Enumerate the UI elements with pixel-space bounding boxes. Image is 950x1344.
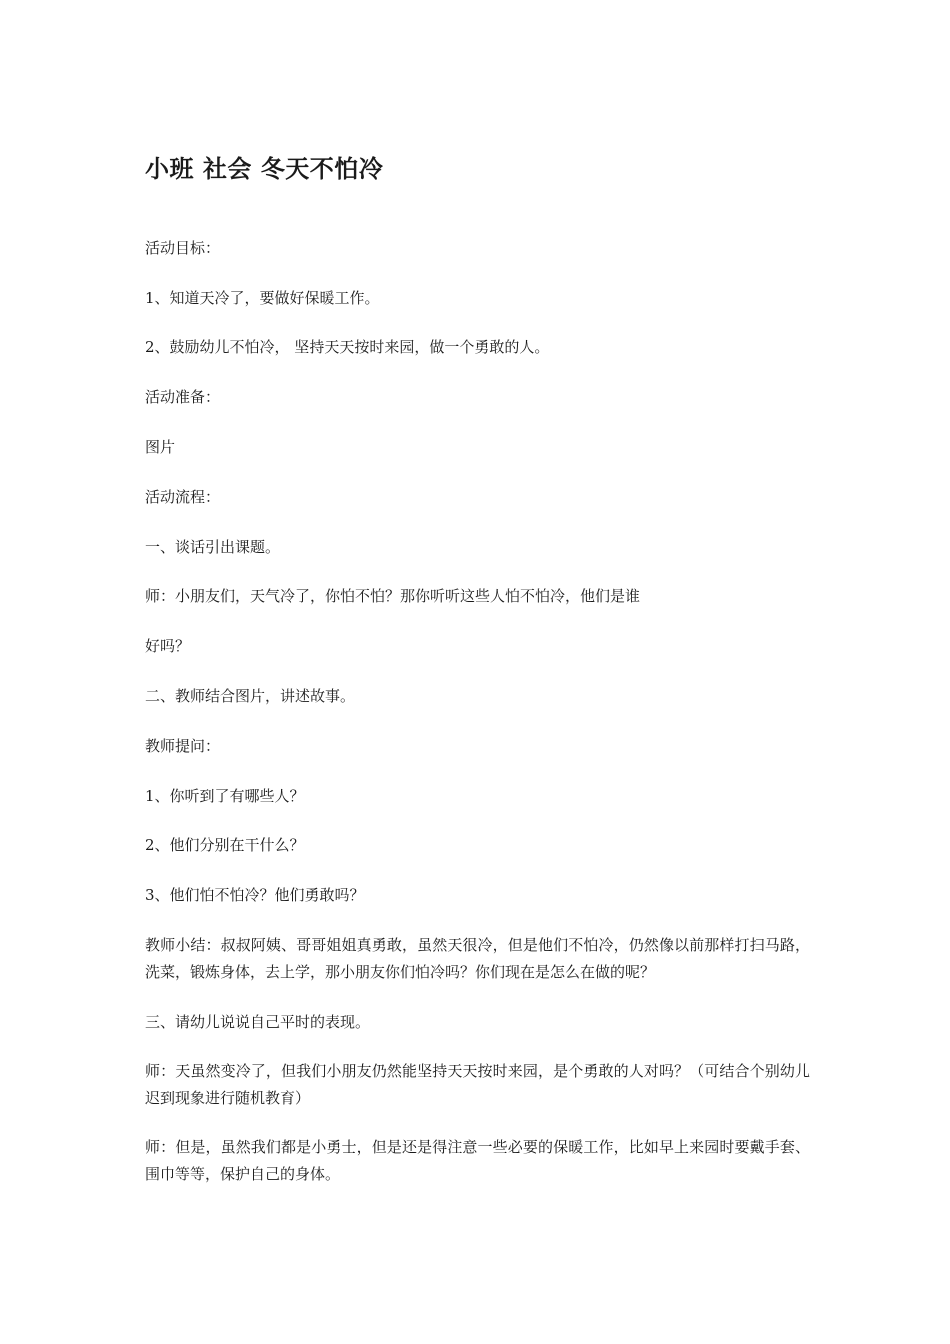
process-step-1: 一、谈话引出课题。: [145, 538, 281, 556]
process-step-3: 三、请幼儿说说自己平时的表现。: [145, 1013, 371, 1031]
question-1: 1、你听到了有哪些人？: [145, 787, 305, 805]
section-heading-process: 活动流程：: [145, 488, 221, 506]
teacher-line-2: 师：天虽然变冷了，但我们小朋友仍然能坚持天天按时来园，是个勇敢的人对吗？（可结合个别幼儿迟到现象进行随机教育）: [145, 1062, 810, 1107]
teacher-summary: 教师小结：叔叔阿姨、哥哥姐姐真勇敢，虽然天很冷，但是他们不怕冷，仍然像以前那样打扫马路，洗菜，锻炼身体，去上学，那小朋友你们怕冷吗？你们现在是怎么在做的呢？: [145, 936, 810, 981]
document-title: 小班 社会 冬天不怕冷: [145, 154, 384, 183]
goal-item-2: 2、鼓励幼儿不怕冷， 坚持天天按时来园，做一个勇敢的人。: [145, 338, 550, 356]
teacher-questions-heading: 教师提问：: [145, 737, 221, 755]
teacher-line-3: 师：但是，虽然我们都是小勇士，但是还是得注意一些必要的保暖工作，比如早上来园时要戴手套、围巾等等，保护自己的身体。: [145, 1138, 810, 1183]
goal-item-1: 1、知道天冷了，要做好保暖工作。: [145, 289, 380, 307]
process-step-2: 二、教师结合图片，讲述故事。: [145, 687, 356, 705]
section-heading-preparation: 活动准备：: [145, 388, 221, 406]
question-2: 2、他们分别在干什么？: [145, 836, 305, 854]
teacher-line-1-continued: 好吗？: [145, 637, 191, 655]
question-3: 3、他们怕不怕冷？他们勇敢吗？: [145, 886, 365, 904]
section-heading-goals: 活动目标：: [145, 239, 221, 257]
preparation-item: 图片: [145, 438, 176, 456]
teacher-line-1: 师：小朋友们，天气冷了，你怕不怕？那你听听这些人怕不怕冷，他们是谁: [145, 587, 641, 605]
